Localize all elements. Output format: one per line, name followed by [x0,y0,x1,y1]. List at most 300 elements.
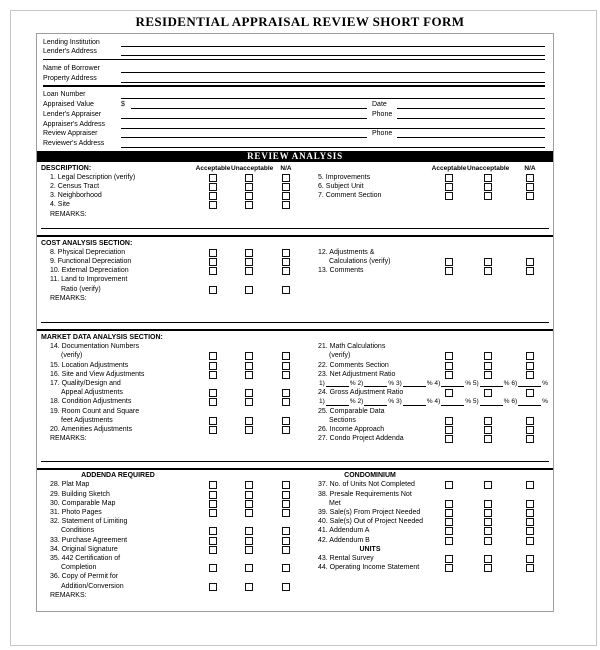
remarks-write-line[interactable] [41,315,549,323]
item-label: 4. Site [50,201,70,209]
field-input-line[interactable] [131,100,367,109]
item-label: 15. Location Adjustments [50,361,129,369]
subsection-heading: UNITS [359,545,381,553]
section-heading: DESCRIPTION: [41,164,92,172]
checkbox-acceptable[interactable] [209,258,217,266]
item-label: 32. Statement of Limiting [50,518,128,526]
checkbox-acceptable[interactable] [445,564,453,572]
form-column-left [41,333,309,443]
checkbox-na[interactable] [282,537,290,545]
checkbox-acceptable[interactable] [209,286,217,294]
checkbox-na[interactable] [526,371,534,379]
checkbox-acceptable[interactable] [445,352,453,360]
checkbox-unacceptable[interactable] [484,267,492,275]
item-label: Met [329,499,341,507]
field-row [43,109,545,119]
remarks-label: REMARKS: [50,591,87,599]
column-header: N/A [280,164,292,172]
checkbox-unacceptable[interactable] [245,481,253,489]
item-row [41,343,309,352]
ratio-blank[interactable] [441,380,464,387]
checkbox-na[interactable] [282,352,290,360]
field-input-line[interactable] [397,110,545,119]
ratio-label: % 3) [388,398,402,406]
item-row [41,407,309,416]
item-row [41,173,309,182]
checkbox-na[interactable] [282,362,290,370]
checkbox-acceptable[interactable] [445,537,453,545]
checkbox-na[interactable] [282,417,290,425]
item-label: Completion [61,564,97,572]
item-row [41,499,309,508]
remarks-row [41,210,309,219]
field-input-line[interactable] [121,129,367,138]
field-row [43,119,545,129]
checkbox-acceptable[interactable] [209,174,217,182]
checkbox-unacceptable[interactable] [245,352,253,360]
checkbox-na[interactable] [282,481,290,489]
column-header: Unacceptable [231,164,274,172]
item-label: 11. Land to Improvement [50,276,128,284]
item-label: 25. Comparable Data [318,407,385,415]
item-row [41,388,309,397]
field-label: Phone [372,130,393,138]
ratio-label: % 2) [349,379,364,387]
field-label: Reviewer's Address [43,139,105,147]
item-row [41,536,309,545]
ratio-blank[interactable] [326,399,349,406]
checkbox-na[interactable] [282,564,290,572]
section-divider [37,323,553,331]
remarks-row [41,434,309,443]
checkbox-unacceptable[interactable] [245,389,253,397]
checkbox-acceptable[interactable] [445,426,453,434]
item-row [41,285,309,294]
section-heading-row [309,472,552,481]
checkbox-unacceptable[interactable] [245,509,253,517]
item-row [309,343,552,352]
checkbox-na[interactable] [282,258,290,266]
checkbox-na[interactable] [526,417,534,425]
checkbox-na[interactable] [282,183,290,191]
checkbox-unacceptable[interactable] [245,417,253,425]
checkbox-na[interactable] [282,201,290,209]
checkbox-na[interactable] [526,435,534,443]
checkbox-acceptable[interactable] [209,527,217,535]
item-label: 3. Neighborhood [50,192,102,200]
checkbox-acceptable[interactable] [445,481,453,489]
field-row [43,99,545,109]
checkbox-na[interactable] [526,481,534,489]
section-halves [37,239,553,303]
group-separator [43,56,545,60]
item-label: 18. Condition Adjustments [50,398,132,406]
item-row [309,257,552,266]
checkbox-unacceptable[interactable] [484,183,492,191]
appraisal-form [36,33,554,612]
checkbox-na[interactable] [526,192,534,200]
checkbox-unacceptable[interactable] [245,583,253,591]
column-header: Unacceptable [467,164,510,172]
checkbox-unacceptable[interactable] [245,426,253,434]
item-label: 37. No. of Units Not Completed [318,481,415,489]
checkbox-na[interactable] [282,398,290,406]
item-label: 44. Operating Income Statement [318,564,420,572]
form-column-right [309,472,552,573]
item-label: 9. Functional Depreciation [50,258,132,266]
checkbox-acceptable[interactable] [209,564,217,572]
checkbox-unacceptable[interactable] [484,564,492,572]
item-label: 16. Site and View Adjustments [50,370,145,378]
checkbox-unacceptable[interactable] [484,500,492,508]
field-label: Lender's Appraiser [43,110,102,118]
checkbox-acceptable[interactable] [209,352,217,360]
checkbox-unacceptable[interactable] [245,192,253,200]
checkbox-acceptable[interactable] [209,491,217,499]
item-row [41,276,309,285]
field-input-line[interactable] [121,120,545,129]
checkbox-acceptable[interactable] [209,500,217,508]
checkbox-na[interactable] [282,491,290,499]
checkbox-acceptable[interactable] [209,371,217,379]
checkbox-unacceptable[interactable] [245,564,253,572]
checkbox-unacceptable[interactable] [484,417,492,425]
item-label: 7. Comment Section [318,192,382,200]
ratio-blank[interactable] [518,380,541,387]
checkbox-unacceptable[interactable] [484,435,492,443]
checkbox-acceptable[interactable] [209,417,217,425]
item-label: Conditions [61,527,95,535]
field-input-line[interactable] [397,100,545,109]
checkbox-acceptable[interactable] [445,192,453,200]
item-row [41,518,309,527]
item-label: feet Adjustments [61,416,113,424]
item-row [309,248,552,257]
field-row [43,47,545,57]
checkbox-unacceptable[interactable] [245,174,253,182]
checkbox-acceptable[interactable] [445,389,453,397]
item-row [309,508,552,517]
checkbox-unacceptable[interactable] [245,286,253,294]
ratio-label: % 3) [388,379,402,387]
checkbox-unacceptable[interactable] [484,426,492,434]
form-column-left [41,164,309,219]
field-input-line[interactable] [121,90,545,99]
spacer-row [309,239,552,248]
item-label: Appeal Adjustments [61,389,123,397]
ratio-label: % 5) [465,379,479,387]
checkbox-unacceptable[interactable] [484,481,492,489]
checkbox-na[interactable] [526,509,534,517]
ratio-blank[interactable] [364,380,387,387]
section-market-data [37,331,553,469]
checkbox-na[interactable] [282,389,290,397]
field-input-line[interactable] [121,139,545,148]
item-label: 36. Copy of Permit for [50,573,119,581]
item-row [309,416,552,425]
checkbox-na[interactable] [282,583,290,591]
checkbox-unacceptable[interactable] [484,555,492,563]
item-label: 5. Improvements [318,173,371,181]
checkbox-acceptable[interactable] [209,201,217,209]
checkbox-unacceptable[interactable] [484,258,492,266]
item-label: 14. Documentation Numbers [50,343,140,351]
ratio-row [309,379,552,388]
item-label: 22. Comments Section [318,361,389,369]
checkbox-acceptable[interactable] [445,258,453,266]
field-row [43,63,545,73]
checkbox-acceptable[interactable] [445,509,453,517]
checkbox-unacceptable[interactable] [245,537,253,545]
checkbox-na[interactable] [526,362,534,370]
checkbox-acceptable[interactable] [445,183,453,191]
checkbox-acceptable[interactable] [209,362,217,370]
checkbox-acceptable[interactable] [209,192,217,200]
checkbox-unacceptable[interactable] [245,362,253,370]
ratio-blank[interactable] [441,399,464,406]
checkbox-acceptable[interactable] [209,426,217,434]
checkbox-unacceptable[interactable] [245,546,253,554]
item-row [41,563,309,572]
field-label: Loan Number [43,91,86,99]
checkbox-acceptable[interactable] [209,389,217,397]
form-column-left [41,239,309,303]
checkbox-acceptable[interactable] [445,362,453,370]
checkbox-acceptable[interactable] [209,249,217,257]
section-heading: ADDENDA REQUIRED [81,472,155,480]
section-heading: COST ANALYSIS SECTION: [41,239,133,247]
ratio-blank[interactable] [480,380,503,387]
item-row [41,257,309,266]
item-label: 42. Addendum B [318,536,370,544]
checkbox-unacceptable[interactable] [484,174,492,182]
checkbox-na[interactable] [282,371,290,379]
field-label: Name of Borrower [43,65,100,73]
checkbox-acceptable[interactable] [209,583,217,591]
checkbox-unacceptable[interactable] [484,352,492,360]
item-label: 40. Sale(s) Out of Project Needed [318,518,424,526]
checkbox-acceptable[interactable] [445,435,453,443]
checkbox-acceptable[interactable] [209,509,217,517]
section-halves [37,472,553,601]
checkbox-na[interactable] [526,527,534,535]
checkbox-na[interactable] [282,192,290,200]
field-row [43,129,545,139]
item-label: 8. Physical Depreciation [50,248,126,256]
ratio-line [309,398,551,407]
item-label: 10. External Depreciation [50,267,129,275]
item-row [41,182,309,191]
item-row [309,173,552,182]
item-label: 29. Building Sketch [50,490,110,498]
item-row [41,554,309,563]
item-label: Sections [329,416,356,424]
item-row [309,191,552,200]
checkbox-unacceptable[interactable] [484,192,492,200]
checkbox-na[interactable] [282,174,290,182]
ratio-blank[interactable] [403,399,426,406]
field-label: Lender's Address [43,48,97,56]
item-row [41,545,309,554]
checkbox-unacceptable[interactable] [245,371,253,379]
item-row [309,554,552,563]
checkbox-na[interactable] [282,527,290,535]
checkbox-unacceptable[interactable] [484,509,492,517]
checkbox-acceptable[interactable] [445,417,453,425]
item-row [309,388,552,397]
checkbox-na[interactable] [526,174,534,182]
ratio-label: % 6) [503,379,518,387]
checkbox-na[interactable] [526,500,534,508]
item-row [309,527,552,536]
field-row [43,138,545,148]
checkbox-unacceptable[interactable] [245,527,253,535]
ratio-label: % 6) [503,398,518,406]
checkbox-unacceptable[interactable] [245,398,253,406]
ratio-blank[interactable] [518,399,541,406]
item-label: 21. Math Calculations [318,343,386,351]
ratio-label: % 5) [465,398,479,406]
ratio-label: % 4) [426,398,441,406]
checkbox-acceptable[interactable] [445,527,453,535]
field-input-line[interactable] [121,47,545,56]
item-label: 26. Income Approach [318,425,385,433]
field-input-line[interactable] [397,129,545,138]
field-label: Appraiser's Address [43,120,106,128]
checkbox-acceptable[interactable] [445,267,453,275]
item-row [41,361,309,370]
checkbox-na[interactable] [282,426,290,434]
checkbox-na[interactable] [526,267,534,275]
item-label: 6. Subject Unit [318,182,364,190]
field-label: Appraised Value [43,101,94,109]
checkbox-acceptable[interactable] [445,371,453,379]
ratio-blank[interactable] [480,399,503,406]
field-label: Lending Institution [43,38,100,46]
checkbox-na[interactable] [282,249,290,257]
checkbox-acceptable[interactable] [445,555,453,563]
item-label: 34. Original Signature [50,545,118,553]
ratio-label: 1) [319,379,325,387]
checkbox-na[interactable] [526,564,534,572]
item-row [309,407,552,416]
checkbox-unacceptable[interactable] [245,183,253,191]
field-input-line[interactable] [121,74,545,83]
ratio-blank[interactable] [364,399,387,406]
checkbox-unacceptable[interactable] [245,500,253,508]
item-row [309,563,552,572]
item-row [41,201,309,210]
ratio-blank[interactable] [326,380,349,387]
checkbox-na[interactable] [526,555,534,563]
checkbox-na[interactable] [282,500,290,508]
item-label: 13. Comments [318,267,364,275]
item-row [41,490,309,499]
item-row [309,518,552,527]
section-divider [37,229,553,237]
checkbox-na[interactable] [526,352,534,360]
checkbox-unacceptable[interactable] [484,537,492,545]
checkbox-unacceptable[interactable] [245,201,253,209]
checkbox-acceptable[interactable] [209,481,217,489]
checkbox-unacceptable[interactable] [484,527,492,535]
item-label: 38. Presale Requirements Not [318,490,412,498]
field-input-line[interactable] [121,64,545,73]
field-input-line[interactable] [121,38,545,47]
checkbox-acceptable[interactable] [209,267,217,275]
checkbox-acceptable[interactable] [445,518,453,526]
checkbox-na[interactable] [526,537,534,545]
section-heading-row [41,164,309,173]
item-row [309,425,552,434]
remarks-write-line[interactable] [41,221,549,229]
section-description [37,162,553,237]
checkbox-acceptable[interactable] [209,546,217,554]
field-input-line[interactable] [121,110,367,119]
item-row [41,267,309,276]
checkbox-unacceptable[interactable] [245,258,253,266]
item-label: 28. Plat Map [50,481,90,489]
section-heading-row [309,164,552,173]
remarks-row [41,591,309,600]
item-row [41,398,309,407]
checkbox-unacceptable[interactable] [245,267,253,275]
ratio-blank[interactable] [403,380,426,387]
field-label: Phone [372,110,393,118]
checkbox-na[interactable] [526,389,534,397]
item-label: (verify) [329,352,351,360]
remarks-write-line[interactable] [41,454,549,462]
item-row [41,481,309,490]
section-heading: CONDOMINIUM [344,472,396,480]
section-heading-row [41,472,309,481]
section-heading: MARKET DATA ANALYSIS SECTION: [41,334,163,341]
field-label: Review Appraiser [43,130,98,138]
checkbox-na[interactable] [282,286,290,294]
checkbox-unacceptable[interactable] [484,389,492,397]
dollar-sign: $ [121,101,125,109]
item-label: (verify) [61,352,83,360]
subsection-heading-row [309,545,552,554]
checkbox-na[interactable] [526,183,534,191]
checkbox-unacceptable[interactable] [484,362,492,370]
checkbox-na[interactable] [526,258,534,266]
checkbox-unacceptable[interactable] [484,518,492,526]
checkbox-unacceptable[interactable] [484,371,492,379]
checkbox-acceptable[interactable] [209,183,217,191]
ratio-line [309,380,551,389]
item-label: 39. Sale(s) From Project Needed [318,509,421,516]
checkbox-na[interactable] [526,426,534,434]
checkbox-unacceptable[interactable] [245,249,253,257]
checkbox-na[interactable] [282,546,290,554]
checkbox-acceptable[interactable] [209,537,217,545]
section-cost-analysis [37,237,553,331]
group-separator [43,83,545,87]
section-halves [37,164,553,219]
checkbox-na[interactable] [282,267,290,275]
checkbox-unacceptable[interactable] [245,491,253,499]
section-heading-row [41,239,309,248]
item-row [41,527,309,536]
item-row [41,352,309,361]
checkbox-na[interactable] [526,518,534,526]
checkbox-acceptable[interactable] [445,500,453,508]
checkbox-acceptable[interactable] [445,174,453,182]
checkbox-acceptable[interactable] [209,398,217,406]
checkbox-na[interactable] [282,509,290,517]
form-column-right [309,164,552,201]
